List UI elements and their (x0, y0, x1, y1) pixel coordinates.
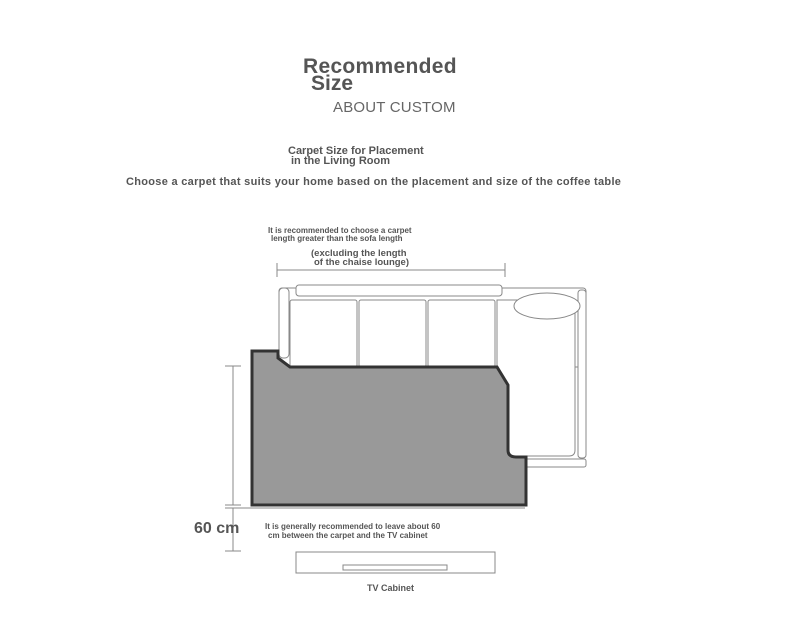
length-note-line2: length greater than the sofa length (271, 234, 403, 243)
section-heading-line1: Carpet Size for Placement (288, 145, 424, 157)
tv-cabinet (296, 552, 495, 573)
chaise-pillow (514, 293, 580, 319)
sofa-backrest (296, 285, 502, 296)
sofa-cushion-3 (428, 300, 495, 367)
carpet-width-dimension (225, 366, 241, 505)
length-note-line4: of the chaise lounge) (314, 257, 410, 268)
length-note-line1: It is recommended to choose a carpet (268, 226, 412, 235)
subtitle-about-custom: ABOUT CUSTOM (333, 99, 456, 116)
sofa-length-dimension (277, 263, 505, 277)
sofa-armrest (279, 288, 289, 358)
gap-note-line1: It is generally recommended to leave about 60 (265, 522, 441, 531)
gap-note-line2: cm between the carpet and the TV cabinet (268, 531, 428, 540)
section-heading-line2: in the Living Room (291, 155, 390, 167)
length-note-line3: (excluding the length (311, 248, 407, 259)
distance-label: 60 cm (194, 520, 240, 537)
tv-cabinet-drawer (343, 565, 447, 570)
sofa-cushion-2 (359, 300, 426, 367)
carpet (252, 351, 526, 505)
title-size: Size (311, 72, 354, 95)
tv-cabinet-label: TV Cabinet (367, 583, 415, 593)
section-description: Choose a carpet that suits your home based on the placement and size of the coffee table (126, 176, 622, 188)
chaise-footrest (518, 459, 586, 467)
sofa-cushion-1 (290, 300, 357, 367)
chaise-side-arm (578, 290, 586, 458)
title-recommended: Recommended (303, 55, 457, 78)
